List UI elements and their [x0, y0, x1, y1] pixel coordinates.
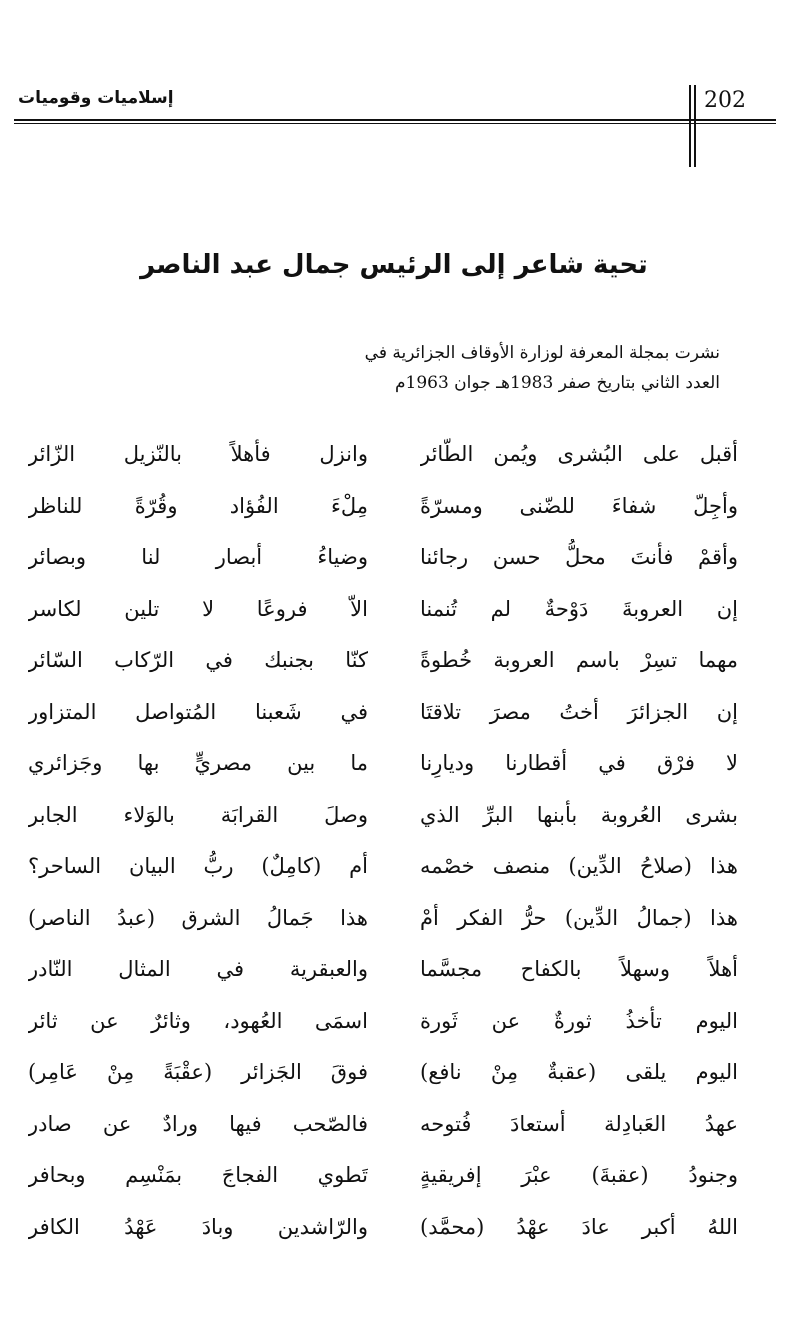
verse-first-hemistich: اللهُ أكبر عادَ عهْدُ (محمَّد) — [420, 1214, 738, 1239]
verse-first-hemistich: بشرى العُروبة بأبنها البرِّ الذي — [420, 802, 738, 827]
verse-first-hemistich: إن الجزائرَ أختُ مصرَ تلاقتَا — [420, 699, 738, 724]
verse-second-hemistich: كنّا بجنبك في الرّكاب السّائر — [28, 648, 368, 672]
verse-first-hemistich: عهدُ العَبادِلة أستعادَ فُتوحه — [420, 1111, 738, 1136]
verses-right-column — [420, 436, 738, 1260]
verse-first-hemistich: اليوم يلقى (عقبةٌ مِنْ نافع) — [420, 1060, 738, 1084]
verse-second-hemistich: وضياءُ أبصار لنا وبصائر — [28, 545, 368, 569]
header-rule-bottom — [14, 123, 776, 124]
verse-second-hemistich: اسمَى العُهود، وثائرٌ عن ثائر — [28, 1008, 368, 1033]
verse-second-hemistich: مِلْءَ الفُؤاد وقُرّةً للناظر — [28, 493, 368, 518]
verse-first-hemistich: وأجِلّ شفاءَ للضّنى ومسرّةً — [420, 493, 738, 518]
verses-left-column — [28, 436, 368, 1260]
verse-second-hemistich: فوقَ الجَزائر (عقْبَةً مِنْ عَامِر) — [28, 1060, 368, 1084]
header-rule-vertical-right — [694, 85, 696, 167]
running-header-title: إسلاميات وقوميات — [18, 88, 174, 108]
verse-second-hemistich: والرّاشدين وبادَ عَهْدُ الكافر — [28, 1214, 368, 1239]
verse-first-hemistich: اليوم تأخذُ ثورةٌ عن ثَورة — [420, 1008, 738, 1033]
verse-second-hemistich: وصلَ القرابَة بالوَلاء الجابر — [28, 802, 368, 827]
publication-note-line-2: العدد الثاني بتاريخ صفر 1983هـ جوان 1963م — [394, 373, 720, 393]
header-rule-top — [14, 119, 776, 121]
page-number: 202 — [704, 88, 746, 113]
verse-second-hemistich: تَطوي الفجاجَ بمَنْسِم وبحافر — [28, 1163, 368, 1187]
verse-second-hemistich: ما بين مصريٍّ بها وجَزائري — [28, 751, 368, 775]
verse-second-hemistich: أم (كامِلٌ) ربُّ البيان الساحر؟ — [28, 854, 368, 878]
header-rule-vertical-left — [689, 85, 691, 167]
verse-second-hemistich: وانزل فأهلاً بالنّزيل الزّائر — [28, 442, 368, 466]
verse-first-hemistich: هذا (جمالُ الدِّين) حرُّ الفكر أمْ — [420, 905, 738, 930]
verse-first-hemistich: أقبل على البُشرى ويُمن الطّائر — [420, 442, 738, 466]
verse-first-hemistich: إن العروبةَ دَوْحةٌ لم تُنمنا — [420, 596, 738, 621]
verse-first-hemistich: أهلاً وسهلاً بالكفاح مجسَّما — [420, 957, 738, 981]
verse-second-hemistich: هذا جَمالُ الشرق (عبدُ الناصر) — [28, 905, 368, 930]
poem-title: تحية شاعر إلى الرئيس جمال عبد الناصر — [140, 250, 648, 280]
verse-first-hemistich: وأقمْ فأنتَ محلُّ حسن رجائنا — [420, 545, 738, 569]
publication-note — [340, 338, 720, 398]
verse-second-hemistich: والعبقرية في المثال النّادر — [28, 957, 368, 981]
verse-second-hemistich: فالصّحب فيها ورادٌ عن صادر — [28, 1111, 368, 1136]
verse-second-hemistich: الاّ فروعًا لا تلين لكاسر — [28, 596, 368, 621]
verse-first-hemistich: مهما تسِرْ باسم العروبة خُطوةً — [420, 648, 738, 672]
verse-first-hemistich: هذا (صلاحُ الدِّين) منصف خصْمه — [420, 854, 738, 878]
verse-first-hemistich: لا فرْق في أقطارنا وديارِنا — [420, 751, 738, 775]
verse-second-hemistich: في شَعبنا المُتواصل المتزاور — [28, 699, 368, 724]
verse-first-hemistich: وجنودُ (عقبةَ) عبْرَ إفريقيةٍ — [420, 1163, 738, 1187]
publication-note-line-1: نشرت بمجلة المعرفة لوزارة الأوقاف الجزائرية في — [364, 343, 720, 363]
